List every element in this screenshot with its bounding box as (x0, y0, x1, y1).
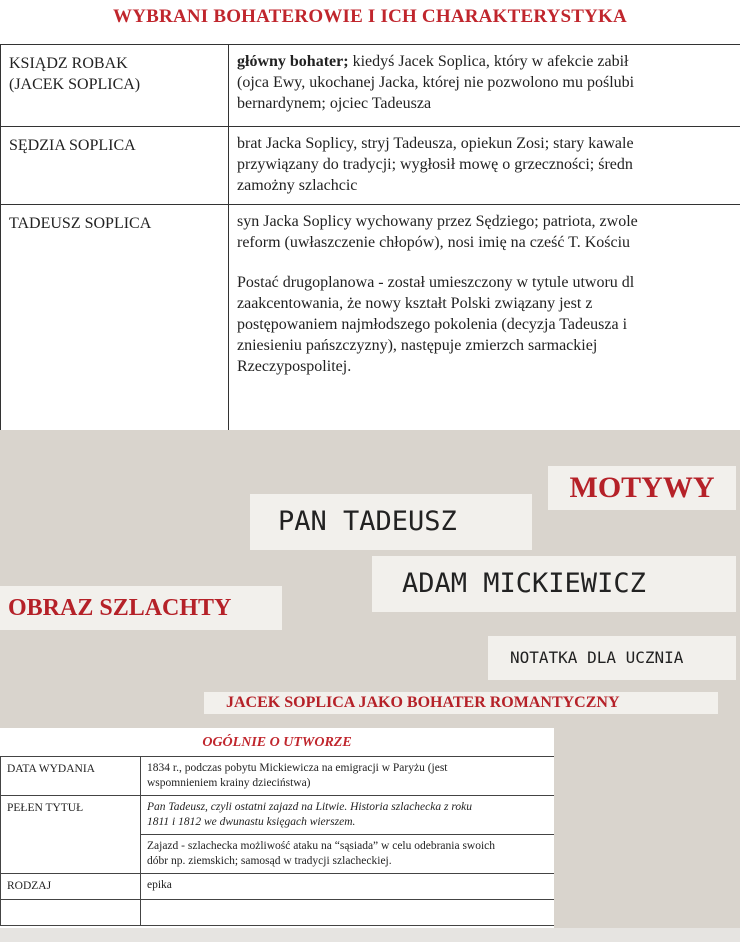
notatka-text: NOTATKA DLA UCZNIA (510, 648, 684, 667)
value-line: Zajazd - szlachecka możliwość ataku na “sąsiada” w celu odebrania swoich (147, 840, 496, 852)
motywy-label (548, 466, 736, 510)
description-bold: główny bohater; (237, 53, 349, 70)
description-line: postępowaniem najmłodszego pokolenia (decyzja Tadeusza i (237, 316, 628, 333)
character-name: KSIĄDZ ROBAK (9, 55, 128, 72)
description-line: syn Jacka Soplicy wychowany przez Sędziego; patriota, zwole (237, 213, 638, 230)
description-line: przywiązany do tradycji; wygłosił mowę o grzeczności; średn (237, 156, 633, 173)
characters-table (0, 44, 740, 430)
description-line: (ojca Ewy, ukochanej Jacka, której nie pozwolono mu poślubi (237, 74, 635, 91)
overview-value-empty (141, 900, 555, 926)
value-line: dóbr np. ziemskich; samosąd w tradycji szlacheckiej. (147, 855, 392, 867)
characters-table-section (0, 0, 740, 430)
description-line: zniesieniu pańszczyzny), następuje zmierzch sarmackiej (237, 337, 598, 354)
description-line: reform (uwłaszczenie chłopów), nosi imię na cześć T. Kościu (237, 234, 631, 251)
overview-table (0, 756, 554, 926)
description-line: Postać drugoplanowa - został umieszczony w tytule utworu dl (237, 274, 635, 291)
value-line: Pan Tadeusz, czyli ostatni zajazd na Litwie. Historia szlachecka z roku (147, 801, 472, 813)
character-description-cell (229, 205, 740, 431)
character-name: (JACEK SOPLICA) (9, 76, 141, 93)
character-name: TADEUSZ SOPLICA (9, 215, 152, 232)
value-line: 1834 r., podczas pobytu Mickiewicza na emigracji w Paryżu (jest (147, 762, 448, 774)
character-name-cell (1, 127, 229, 205)
value-line: wspomnieniem krainy dzieciństwa) (147, 777, 311, 789)
author-text: ADAM MICKIEWICZ (402, 568, 646, 599)
overview-value (141, 874, 555, 900)
characters-table-title: WYBRANI BOHATEROWIE I ICH CHARAKTERYSTYKA (113, 6, 627, 27)
table-row (1, 127, 740, 205)
overview-value (141, 835, 555, 874)
overview-key-empty (1, 900, 141, 926)
character-name-cell (1, 45, 229, 127)
description-line: zaakcentowania, że nowy kształt Polski związany jest z (237, 295, 593, 312)
table-row (1, 796, 555, 835)
motywy-text: MOTYWY (569, 471, 715, 504)
character-name-cell (1, 205, 229, 431)
author-label (372, 556, 736, 612)
table-row (1, 45, 740, 127)
table-row (1, 900, 555, 926)
character-name: SĘDZIA SOPLICA (9, 137, 136, 154)
overview-key: DATA WYDANIA (1, 757, 141, 796)
overview-value (141, 757, 555, 796)
obraz-szlachty-label (0, 586, 282, 630)
overview-value (141, 796, 555, 835)
jacek-romantyczny-label (204, 692, 718, 714)
overview-key: RODZAJ (1, 874, 141, 900)
description-line: Rzeczypospolitej. (237, 358, 352, 375)
character-description-cell (229, 45, 740, 127)
overview-key: PEŁEN TYTUŁ (1, 796, 141, 874)
overview-table-section (0, 728, 554, 928)
description-line: bernardynem; ojciec Tadeusza (237, 95, 432, 112)
bottom-strip (0, 928, 740, 942)
value-line: epika (147, 879, 172, 891)
character-description-cell (229, 127, 740, 205)
value-line: 1811 i 1812 we dwunastu księgach wierszem. (147, 816, 356, 828)
table-row (1, 874, 555, 900)
pan-tadeusz-title (250, 494, 532, 550)
table-row (1, 205, 740, 431)
description-line: zamożny szlachcic (237, 177, 358, 194)
jacek-romantyczny-text: JACEK SOPLICA JAKO BOHATER ROMANTYCZNY (226, 694, 620, 711)
table-row (1, 757, 555, 796)
description-line: kiedyś Jacek Soplica, który w afekcie zabił (348, 53, 629, 70)
description-line: brat Jacka Soplicy, stryj Tadeusza, opiekun Zosi; stary kawale (237, 135, 634, 152)
overview-table-title: OGÓLNIE O UTWORZE (202, 735, 352, 750)
notatka-label (488, 636, 736, 680)
pan-tadeusz-text: PAN TADEUSZ (278, 506, 457, 537)
obraz-szlachty-text: OBRAZ SZLACHTY (8, 595, 232, 621)
